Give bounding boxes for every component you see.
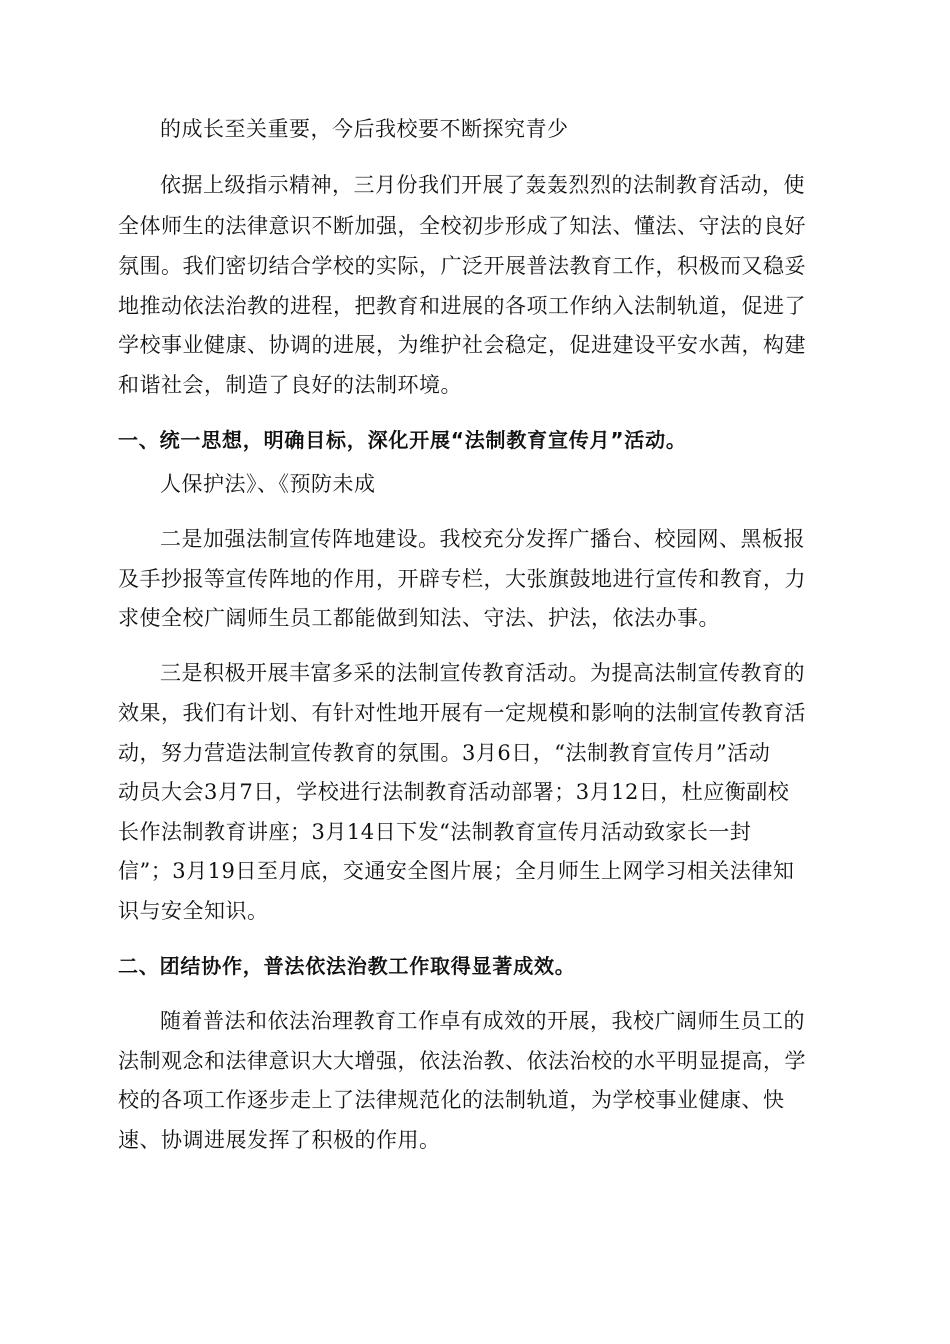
section-heading-2: 二、团结协作，普法依法治教工作取得显著成效。 [118,954,576,978]
paragraph-overview-line: 和谐社会，制造了良好的法制环境。 [118,373,462,397]
paragraph-point-two-line: 及手抄报等宣传阵地的作用，开辟专栏，大张旗鼓地进行宣传和教育，力 [118,567,806,591]
paragraph-fragment: 人保护法》、《预防未成 [160,472,376,496]
paragraph-point-three-line: 信”；3月19日至月底，交通安全图片展；全月师生上网学习相关法律知 [118,859,795,883]
paragraph-overview-line: 氛围。我们密切结合学校的实际，广泛开展普法教育工作，积极而又稳妥 [118,254,806,278]
paragraph-point-three-line: 动，努力营造法制宣传教育的氛围。3月6日，“法制教育宣传月”活动 [118,741,771,765]
paragraph-results-line: 校的各项工作逐步走上了法律规范化的法制轨道，为学校事业健康、快 [118,1088,785,1112]
paragraph-point-three-line: 识与安全知识。 [118,899,269,923]
paragraph-results-line: 速、协调进展发挥了积极的作用。 [118,1128,441,1152]
paragraph-overview-line: 地推动依法治教的进程，把教育和进展的各项工作纳入法制轨道，促进了 [118,294,806,318]
paragraph-point-three-line: 长作法制教育讲座；3月14日下发“法制教育宣传月活动致家长一封 [118,820,752,844]
paragraph-point-three-line: 动员大会3月7日，学校进行法制教育活动部署；3月12日，杜应衡副校 [118,780,790,804]
paragraph-point-three-line: 三是积极开展丰富多采的法制宣传教育活动。为提高法制宣传教育的 [160,661,805,685]
paragraph-results-line: 法制观念和法律意识大大增强，依法治教、依法治校的水平明显提高，学 [118,1049,806,1073]
paragraph-point-three-line: 效果，我们有计划、有针对性地开展有一定规模和影响的法制宣传教育活 [118,701,806,725]
paragraph-overview-line: 依据上级指示精神，三月份我们开展了轰轰烈烈的法制教育活动，使 [160,173,805,197]
paragraph-results-line: 随着普法和依法治理教育工作卓有成效的开展，我校广阔师生员工的 [160,1009,805,1033]
paragraph-point-two-line: 二是加强法制宣传阵地建设。我校充分发挥广播台、校园网、黑板报 [160,527,805,551]
paragraph-intro-fragment: 的成长至关重要，今后我校要不断探究青少 [160,117,569,141]
section-heading-1: 一、统一思想，明确目标，深化开展“法制教育宣传月”活动。 [118,428,687,452]
paragraph-overview-line: 学校事业健康、协调的进展，为维护社会稳定，促进建设平安水茜，构建 [118,333,806,357]
paragraph-point-two-line: 求使全校广阔师生员工都能做到知法、守法、护法，依法办事。 [118,606,720,630]
paragraph-overview-line: 全体师生的法律意识不断加强，全校初步形成了知法、懂法、守法的良好 [118,214,806,238]
